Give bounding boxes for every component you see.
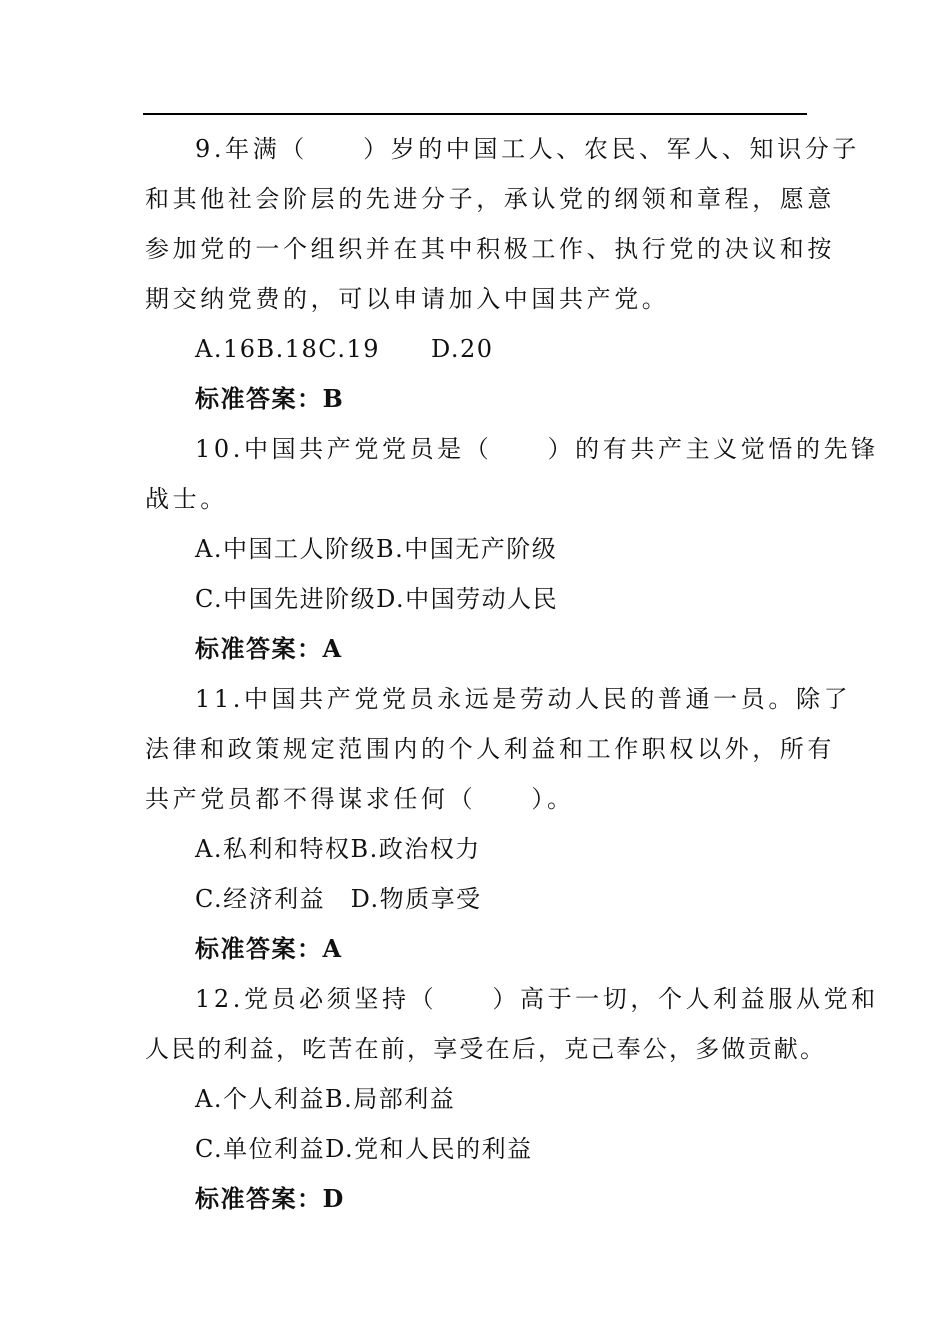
- question-text-line: 期交纳党费的，可以申请加入中国共产党。: [145, 285, 670, 313]
- question-text-line: 11.中国共产党党员永远是劳动人民的普通一员。除了: [195, 685, 852, 713]
- question-text-line: 人民的利益，吃苦在前，享受在后，克己奉公，多做贡献。: [145, 1035, 827, 1063]
- options-line: C.中国先进阶级D.中国劳动人民: [195, 585, 559, 613]
- question-text-line: 法律和政策规定范围内的个人利益和工作职权以外，所有: [145, 735, 835, 763]
- question-12: [145, 974, 879, 1224]
- question-9: [145, 124, 860, 424]
- options-line: A.个人利益B.局部利益: [195, 1085, 456, 1113]
- question-10: [145, 424, 879, 674]
- question-text-line: 9.年满（ ）岁的中国工人、农民、军人、知识分子: [195, 135, 860, 163]
- question-text-line: 参加党的一个组织并在其中积极工作、执行党的决议和按: [145, 235, 835, 263]
- question-text-line: 战士。: [145, 485, 228, 513]
- question-11: [145, 674, 852, 974]
- answer-line: 标准答案：D: [195, 1184, 345, 1213]
- answer-line: 标准答案：A: [195, 934, 343, 963]
- question-text-line: 12.党员必须坚持（ ）高于一切，个人利益服从党和: [195, 985, 879, 1013]
- answer-line: 标准答案：B: [195, 384, 345, 413]
- options-line: C.经济利益 D.物质享受: [195, 885, 482, 913]
- options-line: A.16B.18C.19 D.20: [195, 335, 494, 363]
- question-text-line: 和其他社会阶层的先进分子，承认党的纲领和章程，愿意: [145, 185, 835, 213]
- options-line: C.单位利益D.党和人民的利益: [195, 1135, 533, 1163]
- answer-line: 标准答案：A: [195, 634, 343, 663]
- options-line: A.中国工人阶级B.中国无产阶级: [195, 535, 558, 563]
- question-text-line: 共产党员都不得谋求任何（ ）。: [145, 785, 575, 813]
- options-line: A.私利和特权B.政治权力: [195, 835, 481, 863]
- document-body: [145, 124, 879, 1224]
- header-rule: [143, 113, 807, 115]
- question-text-line: 10.中国共产党党员是（ ）的有共产主义觉悟的先锋: [195, 435, 879, 463]
